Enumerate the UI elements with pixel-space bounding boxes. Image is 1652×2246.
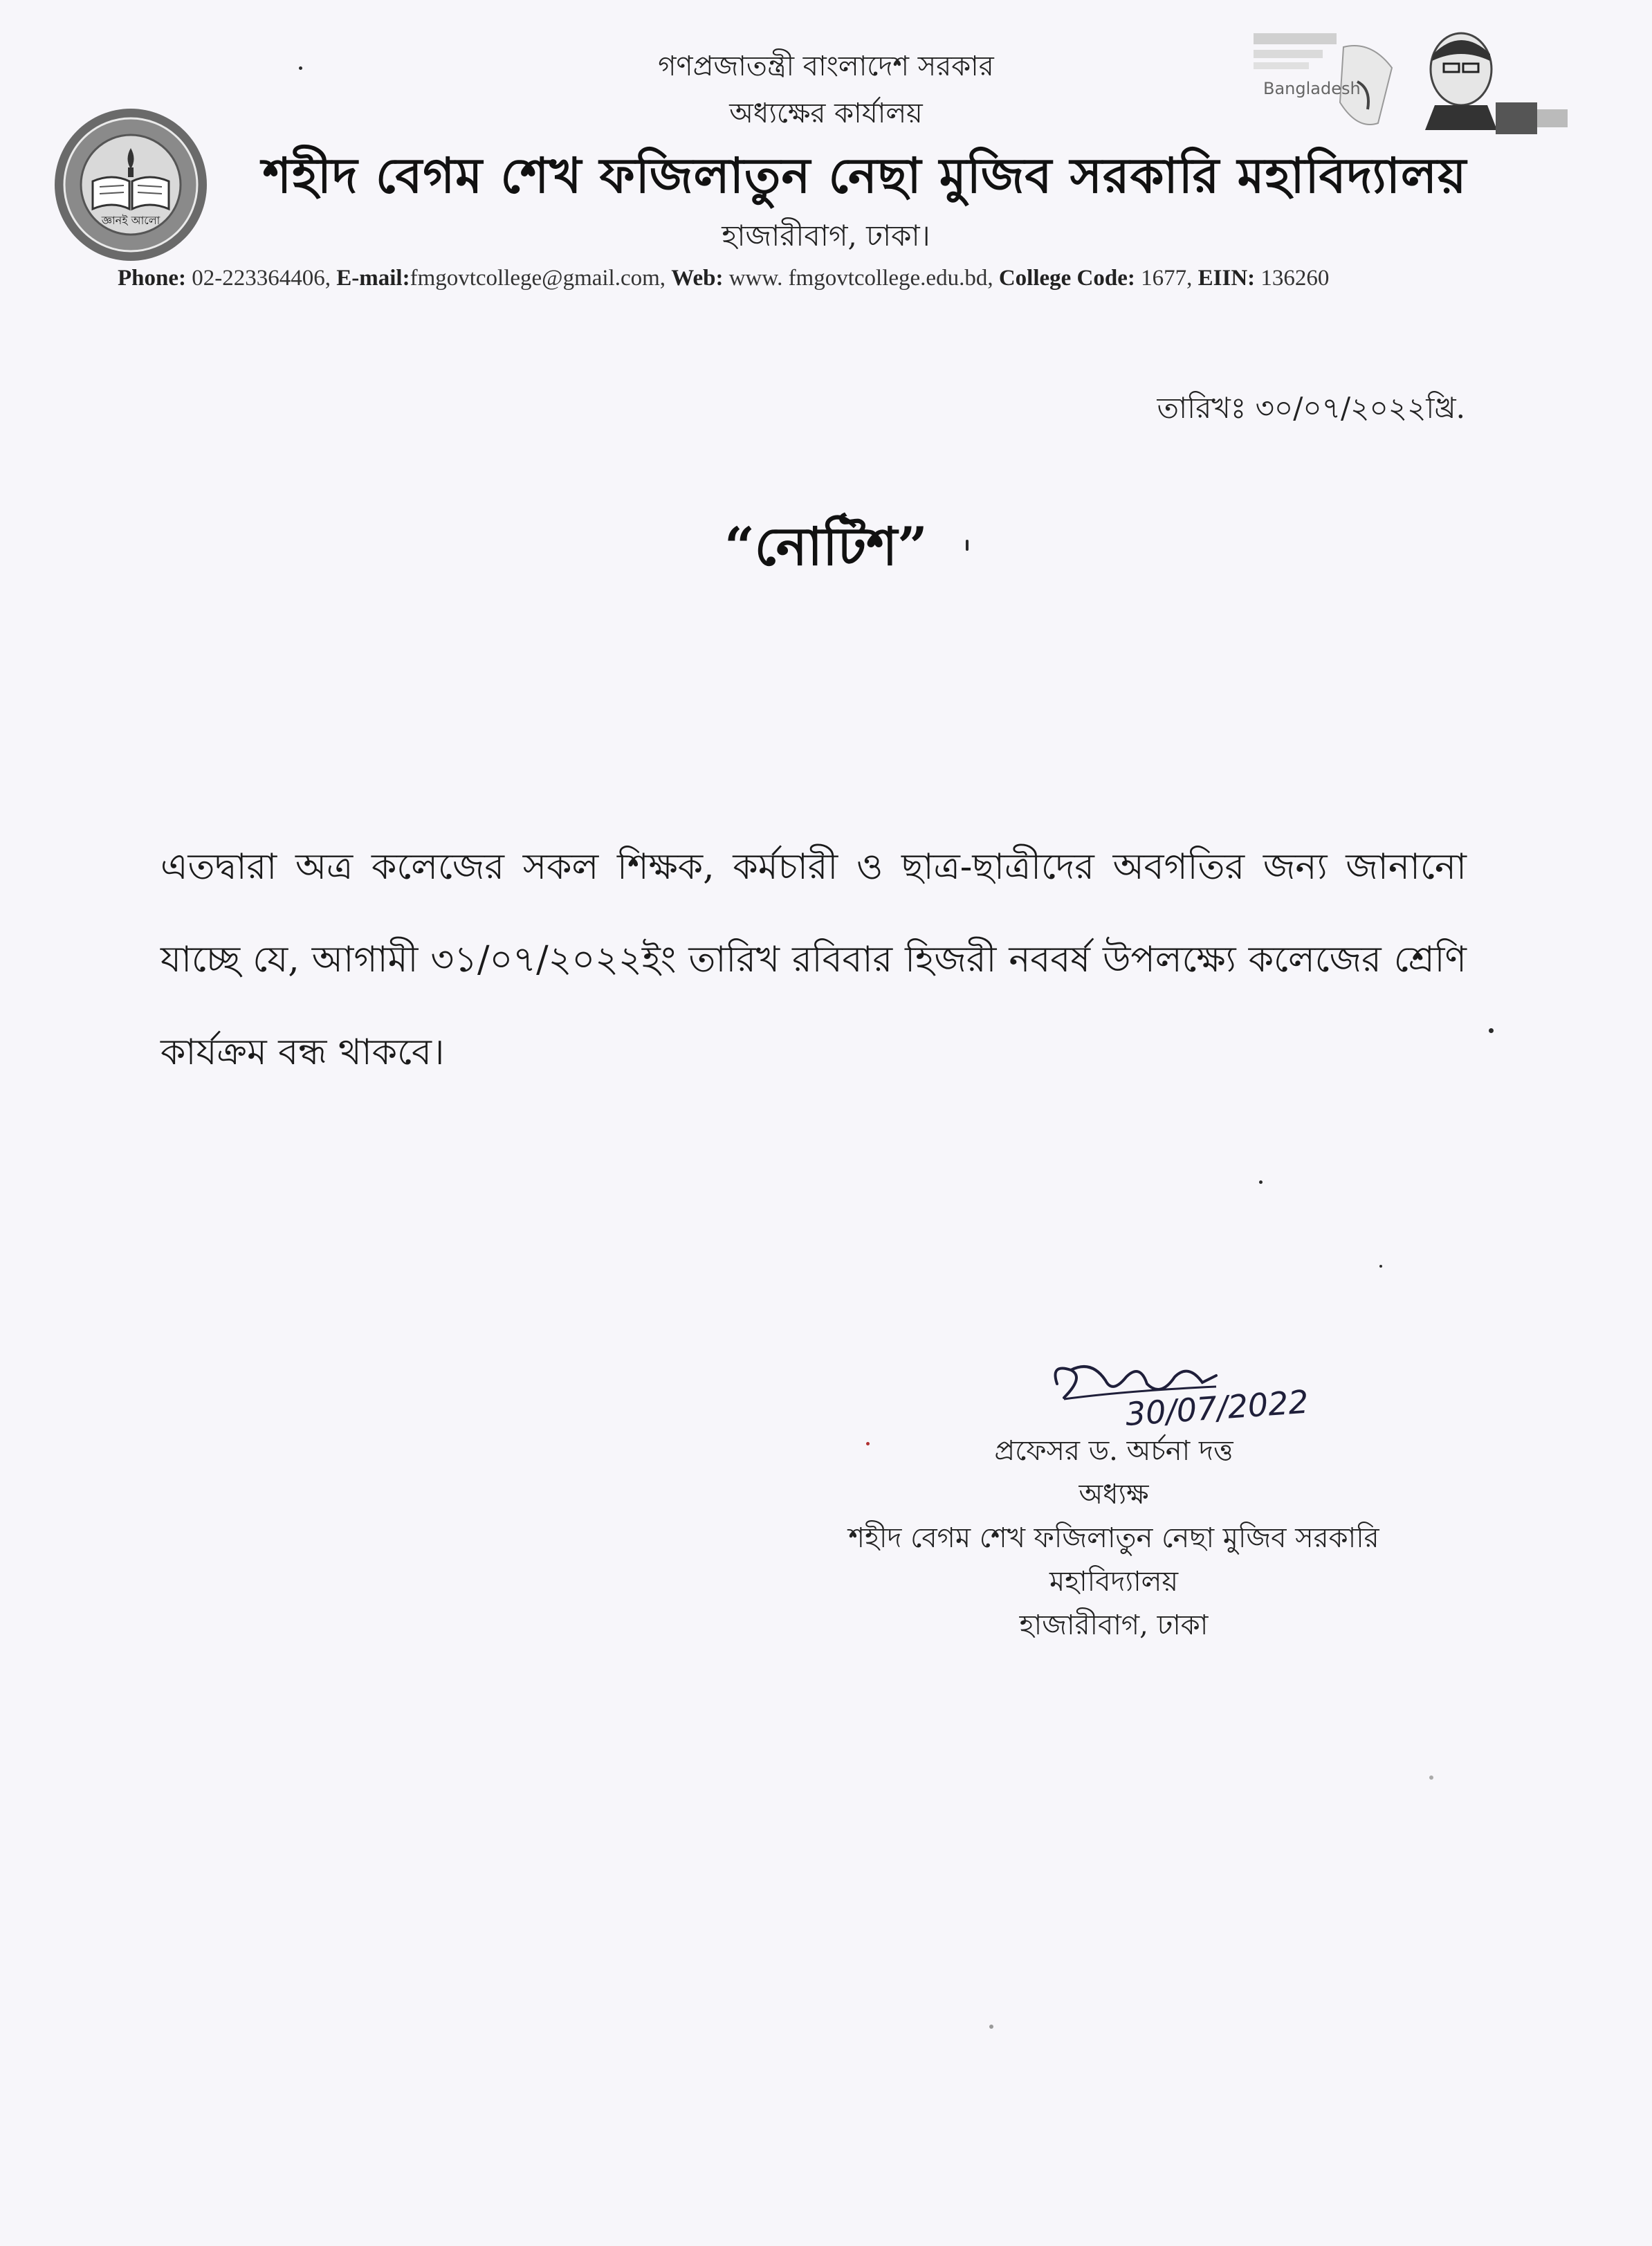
web-value: www. fmgovtcollege.edu.bd, [723,266,999,291]
scan-speck [989,2025,993,2029]
college-code-label: College Code: [998,266,1135,291]
scan-speck [1379,1265,1382,1268]
signature-block [733,1430,1494,1647]
notice-title: “নোটিশ” [724,515,928,577]
notice-body: এতদ্বারা অত্র কলেজের সকল শিক্ষক, কর্মচারী ও ছাত্র-ছাত্রীদের অবগতির জন্য জানানো যাচ্ছে যে, আগামী ৩১/০৭/২০২২ইং তারিখ রবিবার হিজরী নববর্ষ উপলক্ষ্যে কলেজের শ্রেণি কার্যক্রম বন্ধ থাকবে। [160,846,1467,1073]
phone-label: Phone: [118,266,186,291]
badge-bangladesh-text: Bangladesh [1263,79,1361,98]
scan-speck [1429,1775,1433,1780]
web-label: Web: [671,266,724,291]
signatory-college-line1: শহীদ বেগম শেখ ফজিলাতুন নেছা মুজিব সরকারি [848,1522,1379,1554]
eiin-value: 136260 [1255,266,1330,291]
scan-speck [1259,1180,1263,1184]
college-address: হাজারীবাগ, ঢাকা। [722,219,930,253]
signatory-college-line2: মহাবিদ্যালয় [1049,1566,1179,1598]
college-name-heading: শহীদ বেগম শেখ ফজিলাতুন নেছা মুজিব সরকারি মহাবিদ্যালয় [262,147,1467,204]
scan-speck [1489,1028,1494,1033]
email-value: fmgovtcollege@gmail.com, [410,266,672,291]
contact-line [118,263,1570,293]
scan-speck [866,1442,870,1445]
email-label: E-mail: [336,266,410,291]
notice-date: তারিখঃ ৩০/০৭/২০২২খ্রি. [1157,391,1465,425]
signature-date: 30/07/2022 [1124,1382,1310,1433]
eiin-label: EIIN: [1197,266,1256,291]
signatory-location: হাজারীবাগ, ঢাকা [1019,1609,1209,1641]
office-line: অধ্যক্ষের কার্যালয় [729,98,923,129]
signatory-name: প্রফেসর ড. অর্চনা দত্ত [994,1435,1233,1467]
college-code-value: 1677, [1135,266,1198,291]
seal-motto: জ্ঞানই আলো [101,214,160,227]
signatory-designation: অধ্যক্ষ [1079,1479,1149,1510]
government-line: গণপ্রজাতন্ত্রী বাংলাদেশ সরকার [658,51,994,82]
scan-speck [966,540,969,551]
scan-speck [299,66,302,70]
phone-value: 02-223364406, [186,266,337,291]
